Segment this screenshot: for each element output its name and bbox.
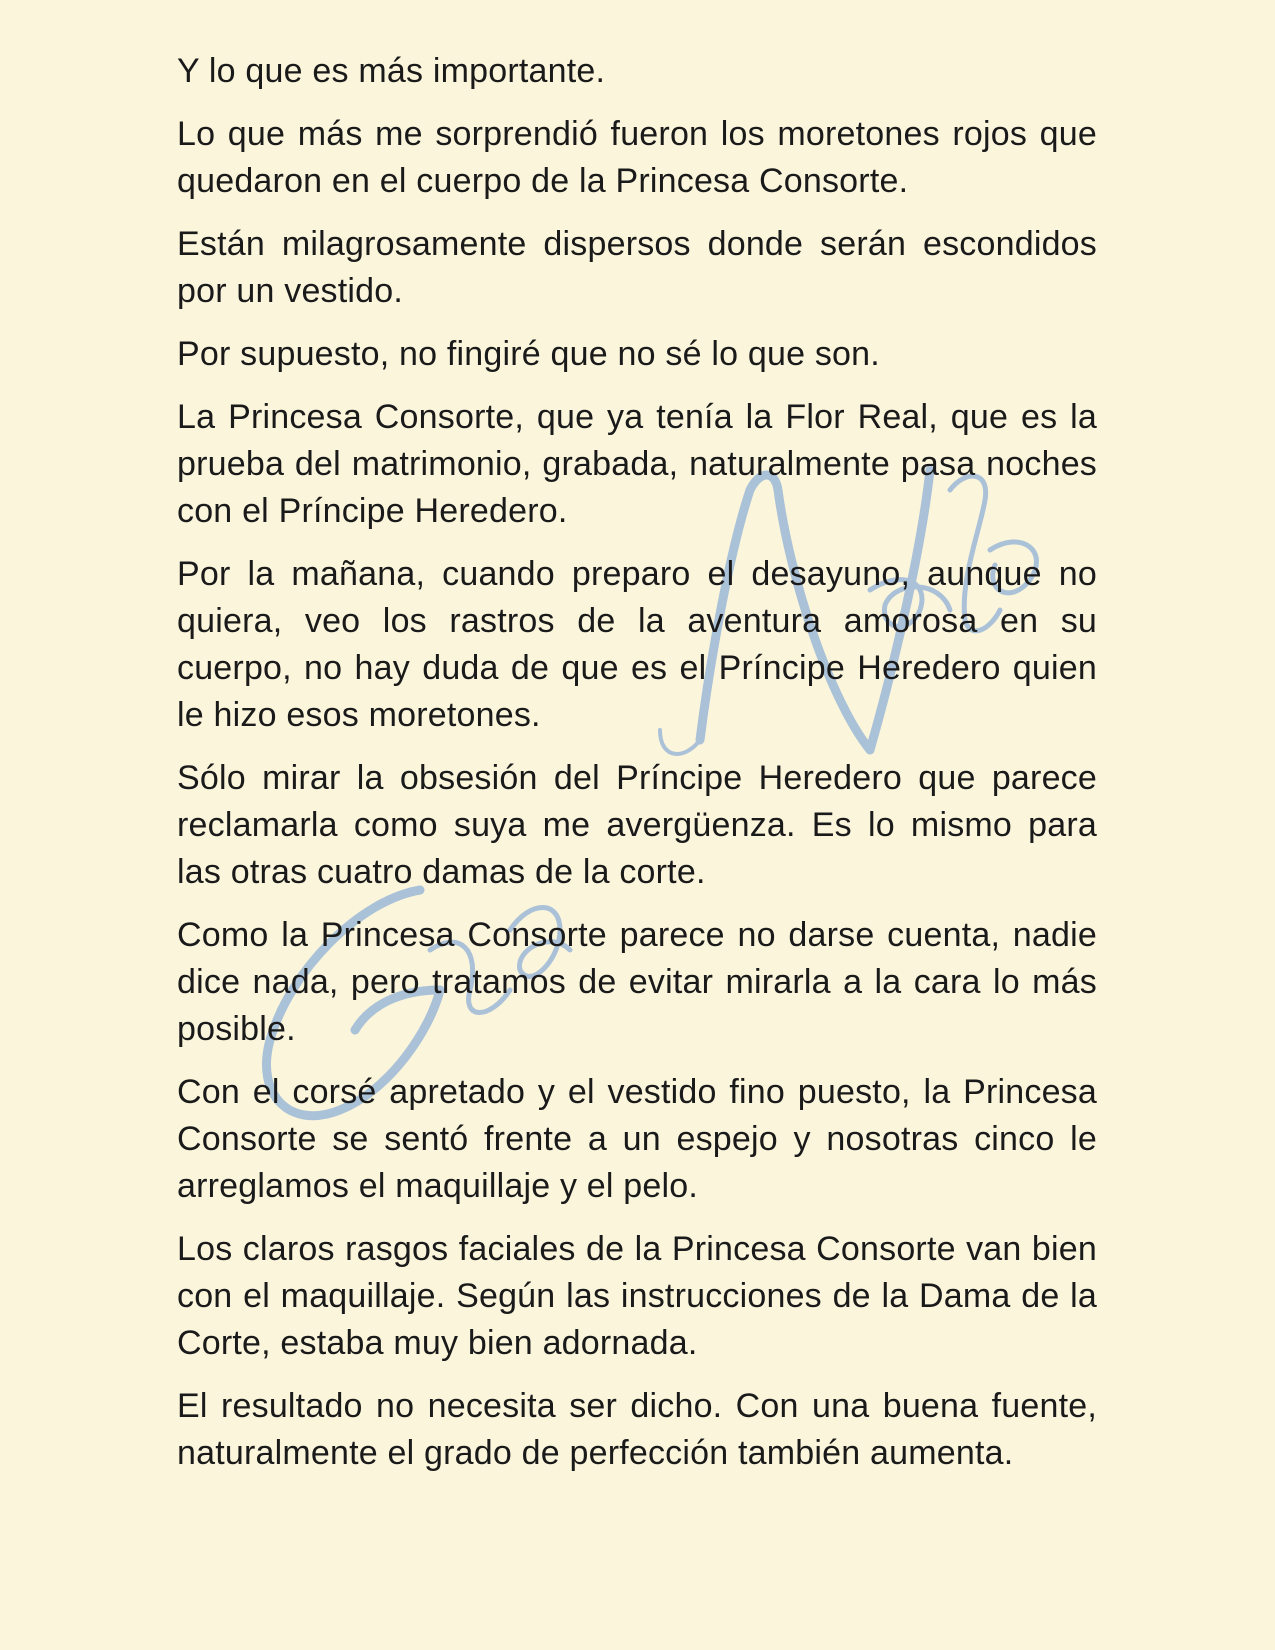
paragraph: Los claros rasgos faciales de la Princesa Consorte van bien con el maquillaje. Según las instrucciones de la Dama de la Corte, estaba muy bien adornada. — [177, 1230, 1097, 1362]
paragraph: Sólo mirar la obsesión del Príncipe Heredero que parece reclamarla como suya me avergüenza. Es lo mismo para las otras cuatro damas de la corte. — [177, 759, 1097, 891]
paragraph: Como la Princesa Consorte parece no darse cuenta, nadie dice nada, pero tratamos de evitar mirarla a la cara lo más posible. — [177, 916, 1097, 1048]
paragraph: Con el corsé apretado y el vestido fino puesto, la Princesa Consorte se sentó frente a un espejo y nosotras cinco le arreglamos el maquillaje y el pelo. — [177, 1073, 1097, 1205]
paragraph: Están milagrosamente dispersos donde serán escondidos por un vestido. — [177, 225, 1097, 310]
paragraph: Lo que más me sorprendió fueron los moretones rojos que quedaron en el cuerpo de la Princesa Consorte. — [177, 115, 1097, 200]
body-text — [177, 48, 1097, 1493]
paragraph: Por la mañana, cuando preparo el desayuno, aunque no quiera, veo los rastros de la aventura amorosa en su cuerpo, no hay duda de que es el Príncipe Heredero quien le hizo esos moretones. — [177, 555, 1097, 734]
paragraph: Por supuesto, no fingiré que no sé lo que son. — [177, 335, 880, 373]
paragraph: El resultado no necesita ser dicho. Con una buena fuente, naturalmente el grado de perfección también aumenta. — [177, 1387, 1097, 1472]
paragraph: Y lo que es más importante. — [177, 52, 606, 90]
paragraph: La Princesa Consorte, que ya tenía la Flor Real, que es la prueba del matrimonio, grabada, naturalmente pasa noches con el Príncipe Heredero. — [177, 398, 1097, 530]
